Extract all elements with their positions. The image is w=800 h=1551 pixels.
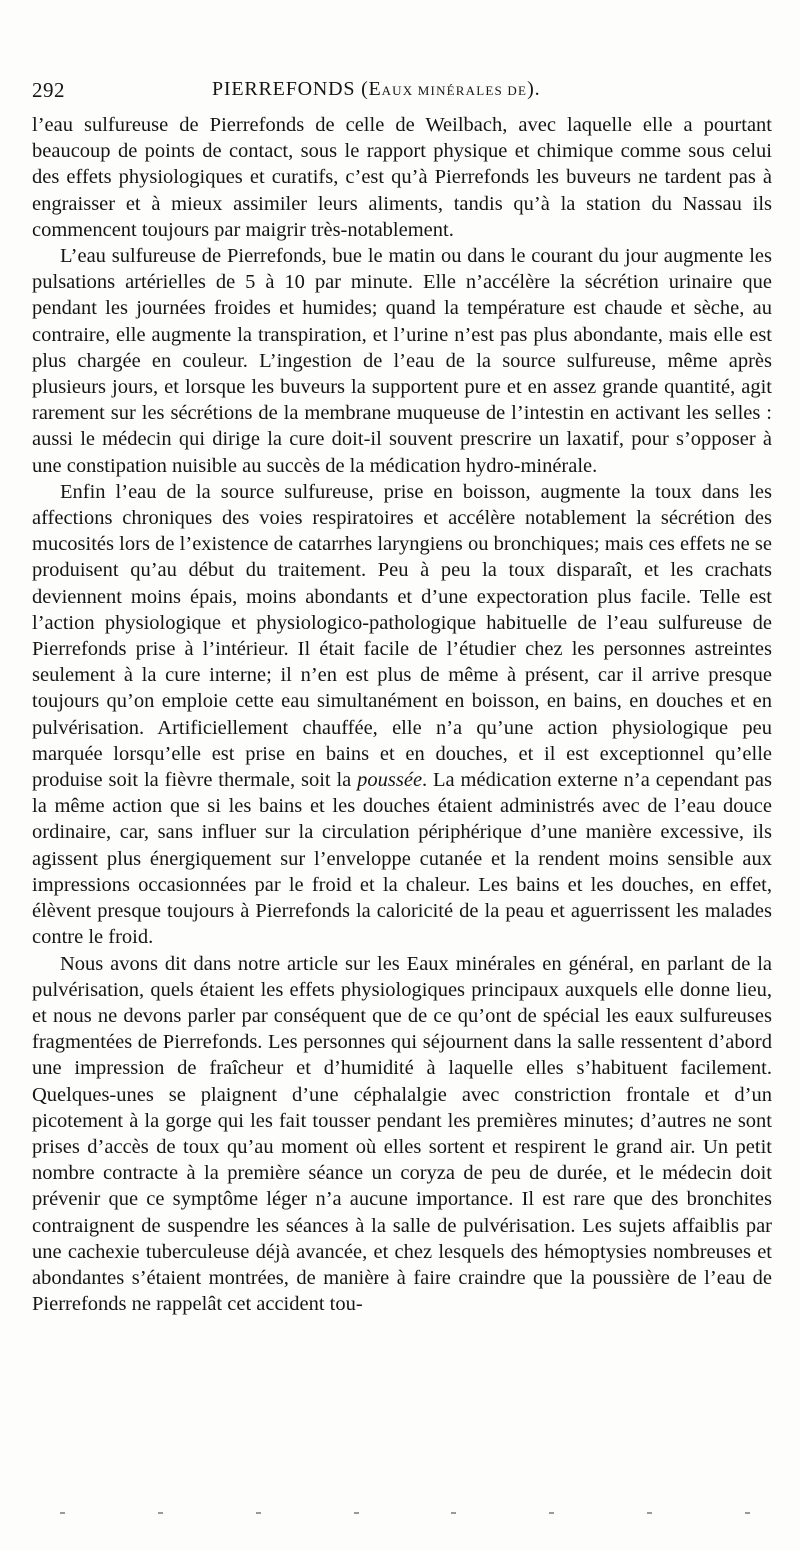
print-mark bbox=[647, 1512, 652, 1514]
paragraph-respiratory-effects: Enfin l’eau de la source sulfureuse, prise en boisson, augmente la toux dans les affections chroniques des voies respiratoires et accélère notablement la sécrétion des mucosités lors de l’existence de catarrhes laryngiens ou bronchiques; mais ces effets ne se produisent qu’au début du traitement. Peu à peu la toux disparaît, et les crachats deviennent moins épais, moins abondants et d’une expectoration plus facile. Telle est l’action physiologique et physiologico-pathologique habituelle de l’eau sulfureuse de Pierrefonds prise à l’intérieur. Il était facile de l’étudier chez les personnes astreintes seulement à la cure interne; il n’en est plus de même à présent, car il arrive presque toujours qu’on emploie cette eau simultanément en boisson, en bains, en douches et en pulvérisation. Artificiellement chauffée, elle n’a qu’une action physiologique peu marquée lorsqu’elle est prise en bains et en douches, et il est exceptionnel qu’elle produise soit la fièvre thermale, soit la poussée. La médication externe n’a cependant pas la même action que si les bains et les douches étaient administrés avec de l’eau douce ordinaire, car, sans influer sur la circulation périphérique d’une manière excessive, ils agissent plus énergiquement sur l’enveloppe cutanée et la rendent moins sensible aux impressions occasionnées par le froid et la chaleur. Les bains et les douches, en effet, élèvent presque toujours à Pierrefonds la caloricité de la peau et aguerrissent les malades contre le froid. bbox=[32, 480, 772, 949]
paragraph-pulverisation: Nous avons dit dans notre article sur les Eaux minérales en général, en parlant de la pulvérisation, quels étaient les effets physiologiques principaux auxquels elle donne lieu, et nous ne devons parler par conséquent que de ce qu’ont de spécial les eaux sulfureuses fragmentées de Pierrefonds. Les personnes qui séjournent dans la salle ressentent d’abord une impression de fraîcheur et d’humidité à laquelle elles s’habituent facilement. Quelques-unes se plaignent d’une céphalalgie avec constriction frontale et d’un picotement à la gorge qui les fait tousser pendant les premières minutes; d’autres ne sont prises d’accès de toux qu’au moment où elles sortent et respirent le grand air. Un petit nombre contracte à la première séance un coryza de peu de durée, et le médecin doit prévenir que ce symptôme léger n’a aucune importance. Il est rare que des bronchites contraignent de suspendre les séances à la salle de pulvérisation. Les sujets affaiblis par une cachexie tuberculeuse déjà avancée, et chez lesquels des hémoptysies nombreuses et abondantes s’étaient montrées, de manière à faire craindre que la poussière de l’eau de Pierrefonds ne rappelât cet accident tou- bbox=[32, 952, 772, 1316]
running-title bbox=[212, 78, 540, 101]
page-number: 292 bbox=[32, 78, 65, 102]
running-title-close: ). bbox=[527, 78, 541, 100]
print-mark bbox=[354, 1512, 359, 1514]
running-title-main: PIERREFONDS ( bbox=[212, 78, 369, 100]
body-text bbox=[32, 112, 772, 1317]
print-mark bbox=[451, 1512, 456, 1514]
running-head bbox=[32, 78, 772, 106]
print-mark bbox=[549, 1512, 554, 1514]
running-title-initial: E bbox=[368, 78, 382, 100]
print-mark bbox=[745, 1512, 750, 1514]
print-mark bbox=[158, 1512, 163, 1514]
italic-term: poussée bbox=[357, 769, 423, 792]
paragraph-pulsations: L’eau sulfureuse de Pierrefonds, bue le matin ou dans le courant du jour augmente les pulsations artérielles de 5 à 10 par minute. Elle n’accélère la sécrétion urinaire que pendant les journées froides et humides; quand la température est chaude et sèche, au contraire, elle augmente la transpiration, et l’urine n’est pas plus abondante, mais elle est plus chargée en couleur. L’ingestion de l’eau de la source sulfureuse, même après plusieurs jours, et lorsque les buveurs la supportent pure et en assez grande quantité, agit rarement sur les sécrétions de la membrane muqueuse de l’intestin en activant les selles : aussi le médecin qui dirige la cure doit-il souvent prescrire un laxatif, pour s’opposer à une constipation nuisible au succès de la médication hydro-minérale. bbox=[32, 245, 772, 477]
print-mark bbox=[256, 1512, 261, 1514]
footer-print-marks bbox=[60, 1512, 750, 1518]
print-mark bbox=[60, 1512, 65, 1514]
running-title-small-caps: AUX MINÉRALES DE bbox=[381, 83, 528, 98]
paragraph-continued: l’eau sulfureuse de Pierrefonds de celle de Weilbach, avec laquelle elle a pourtant beaucoup de points de contact, sous le rapport physique et chimique comme sous celui des effets physiologiques et curatifs, c’est qu’à Pierrefonds les buveurs ne tardent pas à engraisser et à mieux assimiler leurs aliments, tandis qu’à la station du Nassau ils commencent toujours par maigrir très-notablement. bbox=[32, 114, 772, 241]
